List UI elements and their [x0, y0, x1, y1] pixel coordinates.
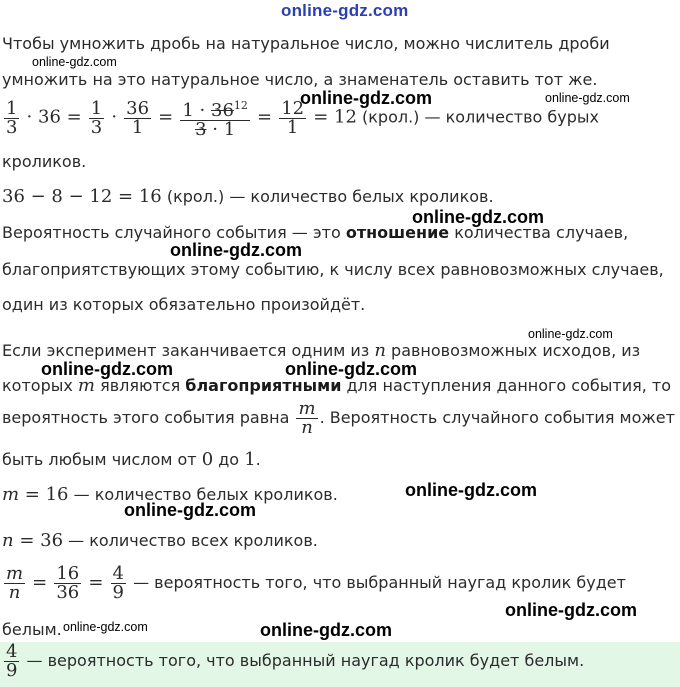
- text-line: белым.: [2, 620, 62, 639]
- text-line: кроликов.: [2, 152, 87, 171]
- watermark: online-gdz.com: [505, 600, 637, 620]
- equation-brown-rabbits: $\frac{1}{3}$ · 36 = $\frac{1}{3}$ · $\frac{36}{1}$ = $\frac{1 \cdot 36^{12}}{3 \cdot 1}$ = $\frac{12}{1}$ = 12 (крол.) — количество бурых: [6, 97, 599, 140]
- watermark: online-gdz.com: [124, 500, 256, 520]
- watermark-top: online-gdz.com: [281, 1, 409, 20]
- definition-line: Вероятность случайного события — это отношение количества случаев,: [2, 223, 629, 242]
- definition-line: Если эксперимент заканчивается одним из n равновозможных исходов, из: [2, 340, 641, 361]
- equation-white-rabbits: 36 − 8 − 12 = 16 (крол.) — количество белых кроликов.: [2, 186, 494, 207]
- watermark: online-gdz.com: [63, 620, 148, 634]
- fraction: $\frac{m}{n}$: [298, 398, 316, 438]
- fraction: $\frac{1}{3}$: [90, 97, 103, 138]
- fraction: $\frac{4}{9}$: [6, 641, 18, 681]
- definition-line: вероятность этого события равна $\frac{m}{n}$ . Вероятность случайного события может: [2, 398, 675, 438]
- watermark: online-gdz.com: [545, 91, 630, 105]
- watermark: online-gdz.com: [41, 359, 173, 379]
- watermark: online-gdz.com: [528, 327, 613, 341]
- fraction: $\frac{16}{36}$: [56, 563, 80, 603]
- definition-line: быть любым числом от 0 до 1.: [2, 449, 261, 470]
- fraction: $\frac{m}{n}$: [6, 563, 24, 603]
- definition-line: благоприятствующих этому событию, к числу всех равновозможных случаев,: [2, 260, 664, 279]
- watermark: online-gdz.com: [405, 480, 537, 500]
- fraction: $\frac{4}{9}$: [112, 563, 124, 603]
- watermark: online-gdz.com: [170, 240, 302, 260]
- n-definition: n = 36 — количество всех кроликов.: [2, 530, 318, 551]
- text-line: умножить на это натуральное число, а знаменатель оставить тот же.: [2, 70, 598, 89]
- answer-line: $\frac{4}{9}$ — вероятность того, что выбранный наугад кролик будет белым.: [6, 641, 585, 681]
- fraction: $\frac{36}{1}$: [126, 97, 150, 138]
- fraction-cancelled: $\frac{1 \cdot 36^{12}}{3 \cdot 1}$: [182, 99, 248, 140]
- watermark: online-gdz.com: [285, 359, 417, 379]
- watermark: online-gdz.com: [260, 620, 392, 640]
- definition-line: которых m являются благоприятными для наступления данного события, то: [2, 375, 672, 396]
- definition-line: один из которых обязательно произойдёт.: [2, 295, 366, 314]
- text-line: Чтобы умножить дробь на натуральное число, можно числитель дроби: [2, 34, 610, 53]
- watermark: online-gdz.com: [300, 88, 432, 108]
- m-definition: m = 16 — количество белых кроликов.: [2, 484, 338, 505]
- fraction: $\frac{1}{3}$: [6, 97, 18, 138]
- watermark: online-gdz.com: [412, 207, 544, 227]
- watermark: online-gdz.com: [32, 55, 117, 69]
- probability-equation: $\frac{m}{n}$ = $\frac{16}{36}$ = $\frac{4}{9}$ — вероятность того, что выбранный наугад кролик будет: [6, 563, 626, 603]
- fraction: $\frac{12}{1}$: [281, 97, 305, 138]
